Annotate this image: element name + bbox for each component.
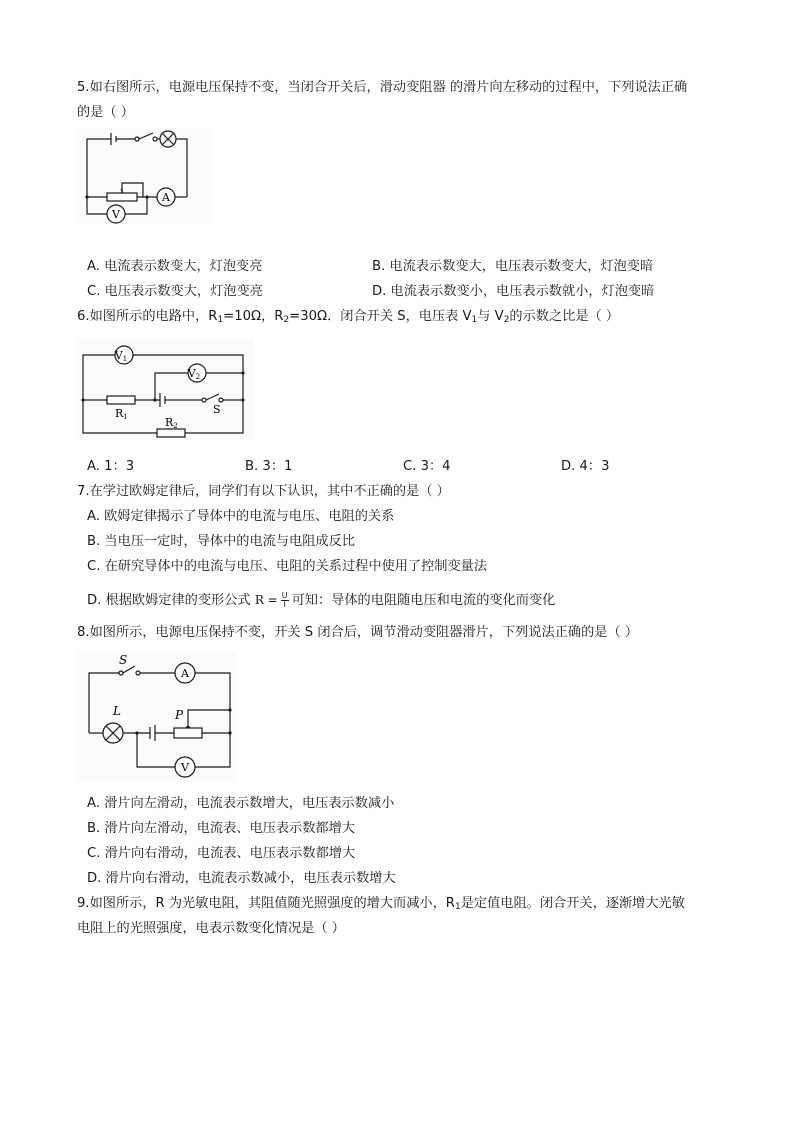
q5-option-c: C. 电压表示数变大，灯泡变亮 xyxy=(87,284,263,299)
q8-voltmeter-label: V xyxy=(181,761,189,774)
q7-option-a: A. 欧姆定律揭示了导体中的电流与电压、电阻的关系 xyxy=(87,509,395,524)
q6-r2-label: R2 xyxy=(165,416,178,430)
q5-circuit-diagram xyxy=(77,129,212,225)
q6-option-d: D. 4：3 xyxy=(561,459,610,474)
q5-voltmeter-label: V xyxy=(112,208,120,221)
q8-option-d: D. 滑片向右滑动，电流表示数减小，电压表示数增大 xyxy=(87,871,396,886)
q7-option-b: B. 当电压一定时，导体中的电流与电阻成反比 xyxy=(87,534,355,549)
q6-option-b: B. 3：1 xyxy=(245,459,293,474)
q6-stem: 6.如图所示的电路中，$R_1=10\Omega$，$R_2=30\Omega$．闭合开关 S，电压表 $V_1$与 $V_2$的示数之比是（ ） xyxy=(77,309,620,325)
q8-slider-label: P xyxy=(175,708,184,722)
q8-option-a: A. 滑片向左滑动，电流表示数增大，电压表示数减小 xyxy=(87,796,395,811)
q6-r1-label: R1 xyxy=(115,407,128,421)
q8-lamp-label: L xyxy=(113,704,121,718)
q8-stem: 8.如图所示，电源电压保持不变，开关 S 闭合后，调节滑动变阻器滑片，下列说法正确的是（ ） xyxy=(77,625,639,640)
q5-option-b: B. 电流表示数变大，电压表示数变大，灯泡变暗 xyxy=(372,259,654,274)
q7-option-c: C. 在研究导体中的电流与电压、电阻的关系过程中使用了控制变量法 xyxy=(87,559,488,574)
q7-option-d: D. 根据欧姆定律的变形公式 R = $\frac{U}{I}$ 可知：导体的电阻随电压和电流的变化而变化 xyxy=(87,590,556,609)
q6-option-c: C. 3：4 xyxy=(403,459,451,474)
q8-option-c: C. 滑片向右滑动，电流表、电压表示数都增大 xyxy=(87,846,356,861)
q8-option-b: B. 滑片向左滑动，电流表、电压表示数都增大 xyxy=(87,821,355,836)
q8-ammeter-label: A xyxy=(181,667,189,680)
q6-switch-label: S xyxy=(213,403,221,416)
q6-circuit-diagram xyxy=(77,338,254,440)
q5-ammeter-label: A xyxy=(162,191,170,204)
q5-option-a: A. 电流表示数变大，灯泡变亮 xyxy=(87,259,263,274)
q6-option-a: A. 1：3 xyxy=(87,459,135,474)
q8-circuit-diagram xyxy=(77,651,237,782)
q9-stem-line2: 电阻上的光照强度，电表示数变化情况是（ ） xyxy=(77,921,345,936)
q6-v1-label: V1 xyxy=(114,349,128,363)
q9-stem-line1: 9.如图所示，R 为光敏电阻，其阻值随光照强度的增大而减小，$R_1$是定值电阻。闭合开关，逐渐增大光敏 xyxy=(77,896,685,912)
q8-switch-label: S xyxy=(119,653,128,667)
q7-formula-fraction: $\frac{U}{I}$ xyxy=(281,590,288,609)
q6-v2-label: V2 xyxy=(187,367,201,381)
q5-stem-line2: 的是（ ） xyxy=(77,105,134,120)
q7-stem: 7.在学过欧姆定律后，同学们有以下认识，其中不正确的是（ ） xyxy=(77,484,450,499)
q5-stem-line1: 5.如右图所示，电源电压保持不变，当闭合开关后，滑动变阻器 的滑片向左移动的过程中，下列说法正确 xyxy=(77,80,688,95)
q5-option-d: D. 电流表示数变小，电压表示数就小，灯泡变暗 xyxy=(372,284,655,299)
